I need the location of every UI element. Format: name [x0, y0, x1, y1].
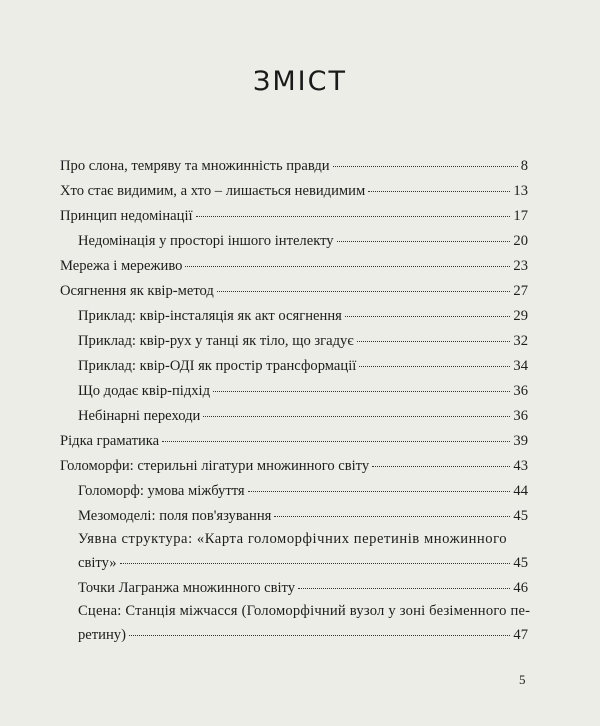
toc-subentry[interactable]: [60, 382, 528, 404]
toc-entry-label: Голоморфи: стерильні лігатури множинного світу: [60, 458, 370, 474]
leader-dots: [120, 563, 511, 564]
toc-entry-page: 45: [513, 508, 528, 524]
toc-entry-label: Приклад: квір-інсталяція як акт осягнення: [78, 308, 342, 324]
toc-entry-page: 8: [520, 158, 528, 174]
page-title: ЗМІСТ: [253, 66, 347, 97]
toc-entry[interactable]: [60, 182, 528, 204]
toc-entry[interactable]: [60, 207, 528, 229]
toc-entry-page: 36: [513, 408, 528, 424]
toc-entry-page: 45: [513, 555, 528, 571]
toc-entry-page: 46: [513, 580, 528, 596]
toc-subentry[interactable]: [60, 626, 528, 648]
toc-entry-label: Рідка граматика: [60, 433, 160, 449]
toc-subentry[interactable]: [60, 357, 528, 379]
toc-entry-page: 39: [513, 433, 528, 449]
toc-entry-label: Що додає квір-підхід: [78, 383, 211, 399]
leader-dots: [248, 491, 511, 492]
toc-entry-page: 17: [513, 208, 528, 224]
toc-entry[interactable]: [60, 432, 528, 454]
toc-entry-page: 47: [513, 627, 528, 643]
toc-entry-page: 13: [513, 183, 528, 199]
toc-subentry[interactable]: [60, 554, 528, 576]
toc-entry-label: Приклад: квір-ОДІ як простір трансформації: [78, 358, 357, 374]
toc-subentry[interactable]: [60, 407, 528, 429]
leader-dots: [185, 266, 510, 267]
leader-dots: [368, 191, 510, 192]
toc-subentry[interactable]: [60, 482, 528, 504]
leader-dots: [196, 216, 511, 217]
leader-dots: [213, 391, 510, 392]
leader-dots: [274, 516, 510, 517]
toc-entry-page: 20: [513, 233, 528, 249]
leader-dots: [162, 441, 510, 442]
toc-entry-page: 32: [513, 333, 528, 349]
leader-dots: [357, 341, 511, 342]
toc-entry-label: Осягнення як квір-метод: [60, 283, 214, 299]
toc-subentry[interactable]: [60, 507, 528, 529]
toc-entry-page: 23: [513, 258, 528, 274]
leader-dots: [217, 291, 511, 292]
toc-entry-label: Небінарні переходи: [78, 408, 201, 424]
toc-subentry-line1[interactable]: Уявна структура: «Карта голоморфічних перетинів множинного: [78, 531, 508, 547]
toc-entry-page: 43: [513, 458, 528, 474]
toc-subentry-line1[interactable]: Сцена: Станція міжчасся (Голоморфічний вузол у зоні безіменного пе-: [78, 603, 531, 619]
toc-entry-page: 29: [513, 308, 528, 324]
toc-subentry[interactable]: [60, 332, 528, 354]
leader-dots: [337, 241, 511, 242]
leader-dots: [333, 166, 518, 167]
toc-entry-label: Мережа і мереживо: [60, 258, 183, 274]
leader-dots: [298, 588, 510, 589]
toc-subentry[interactable]: [60, 232, 528, 254]
leader-dots: [359, 366, 510, 367]
toc-entry-page: 36: [513, 383, 528, 399]
toc-entry-label: Про слона, темряву та множинність правди: [60, 158, 330, 174]
toc-entry-label: Точки Лагранжа множинного світу: [78, 580, 296, 596]
leader-dots: [345, 316, 511, 317]
toc-entry[interactable]: [60, 257, 528, 279]
page-number: 5: [519, 672, 526, 687]
toc-subentry[interactable]: [60, 307, 528, 329]
toc-entry-label: Хто стає видимим, а хто – лишається невидимим: [60, 183, 366, 199]
toc-entry[interactable]: [60, 282, 528, 304]
toc-entry-page: 34: [513, 358, 528, 374]
leader-dots: [129, 635, 510, 636]
toc-entry-label: Мезомоделі: поля пов'язування: [78, 508, 272, 524]
toc-entry-label: Недомінація у просторі іншого інтелекту: [78, 233, 334, 249]
leader-dots: [203, 416, 510, 417]
leader-dots: [372, 466, 510, 467]
toc-entry-label: Приклад: квір-рух у танці як тіло, що згадує: [78, 333, 354, 349]
toc-entry-label: світу»: [78, 555, 117, 571]
toc-entry[interactable]: [60, 157, 528, 179]
toc-entry-label: Голоморф: умова міжбуття: [78, 483, 245, 499]
toc-entry-label: ретину): [78, 627, 126, 643]
toc-entry[interactable]: [60, 457, 528, 479]
toc-subentry[interactable]: [60, 579, 528, 601]
toc-entry-page: 27: [513, 283, 528, 299]
toc-entry-label: Принцип недомінації: [60, 208, 193, 224]
toc-entry-page: 44: [513, 483, 528, 499]
